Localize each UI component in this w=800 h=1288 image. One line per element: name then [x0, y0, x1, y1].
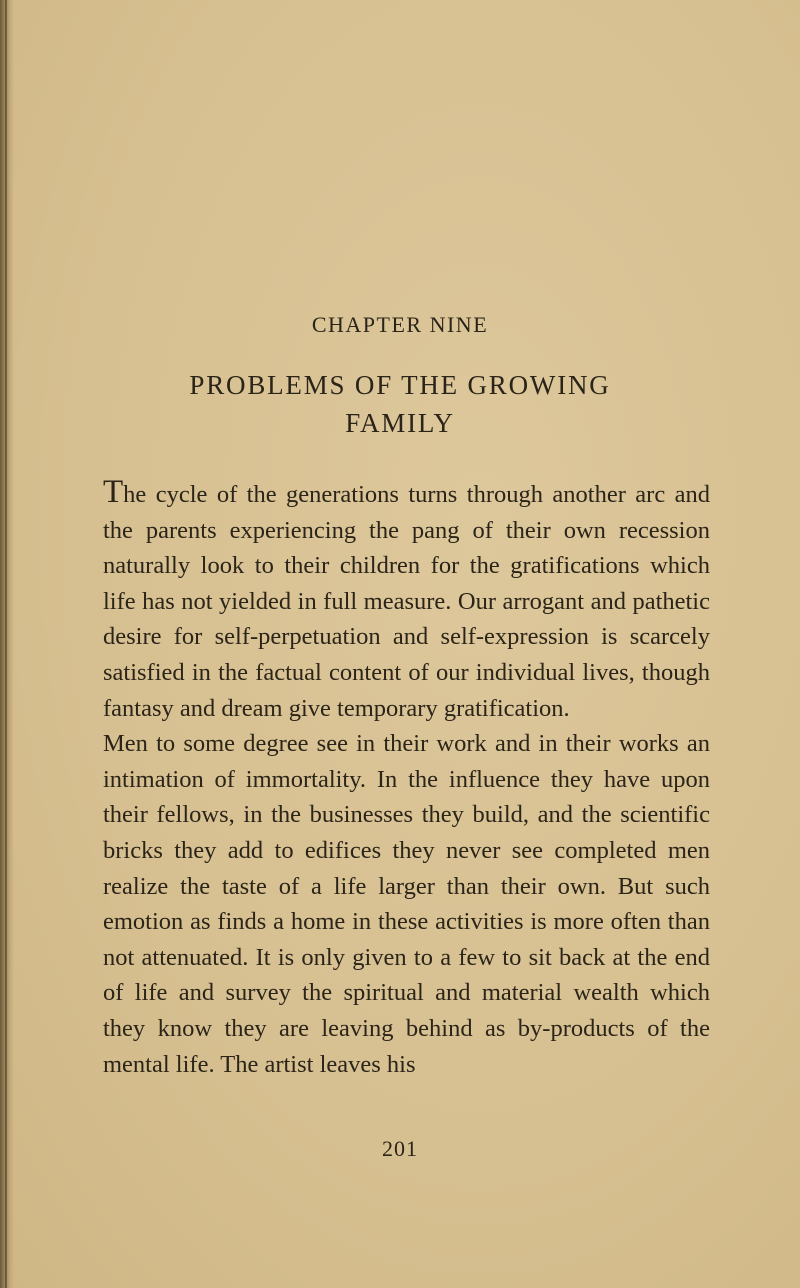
- chapter-title-line1: PROBLEMS OF THE GROWING: [189, 370, 611, 400]
- page-gutter: [0, 0, 14, 1288]
- paragraph-1-text: he cycle of the generations turns through another arc and the parents experiencing the pang of their own recession naturally look to their children for the gratifications which life has not yielded in full measure. Our arrogant and pathetic desire for self-perpetuation and self-expression is scarcely satisfied in the factual content of our individual lives, though fantasy and dream give temporary gratification.: [103, 481, 710, 722]
- body-text: [103, 476, 710, 1082]
- page-number: 201: [382, 1136, 418, 1161]
- paragraph-2: Men to some degree see in their work and in their works an intimation of immortality. In the influence they have upon their fellows, in the businesses they build, and the scientific bricks they add to edifices they never see completed men realize the taste of a life larger than their own. But such emotion as finds a home in these activities is more often than not attenuated. It is only given to a few to sit back at the end of life and survey the spiritual and material wealth which they know they are leaving behind as by-products of the mental life. The artist leaves his: [103, 730, 710, 1078]
- paragraph-1: [103, 476, 710, 726]
- chapter-title: [0, 366, 800, 442]
- drop-cap: T: [103, 474, 124, 510]
- binding-edge: [5, 0, 7, 1288]
- chapter-label: CHAPTER NINE: [311, 312, 489, 337]
- chapter-title-line2: FAMILY: [345, 408, 455, 438]
